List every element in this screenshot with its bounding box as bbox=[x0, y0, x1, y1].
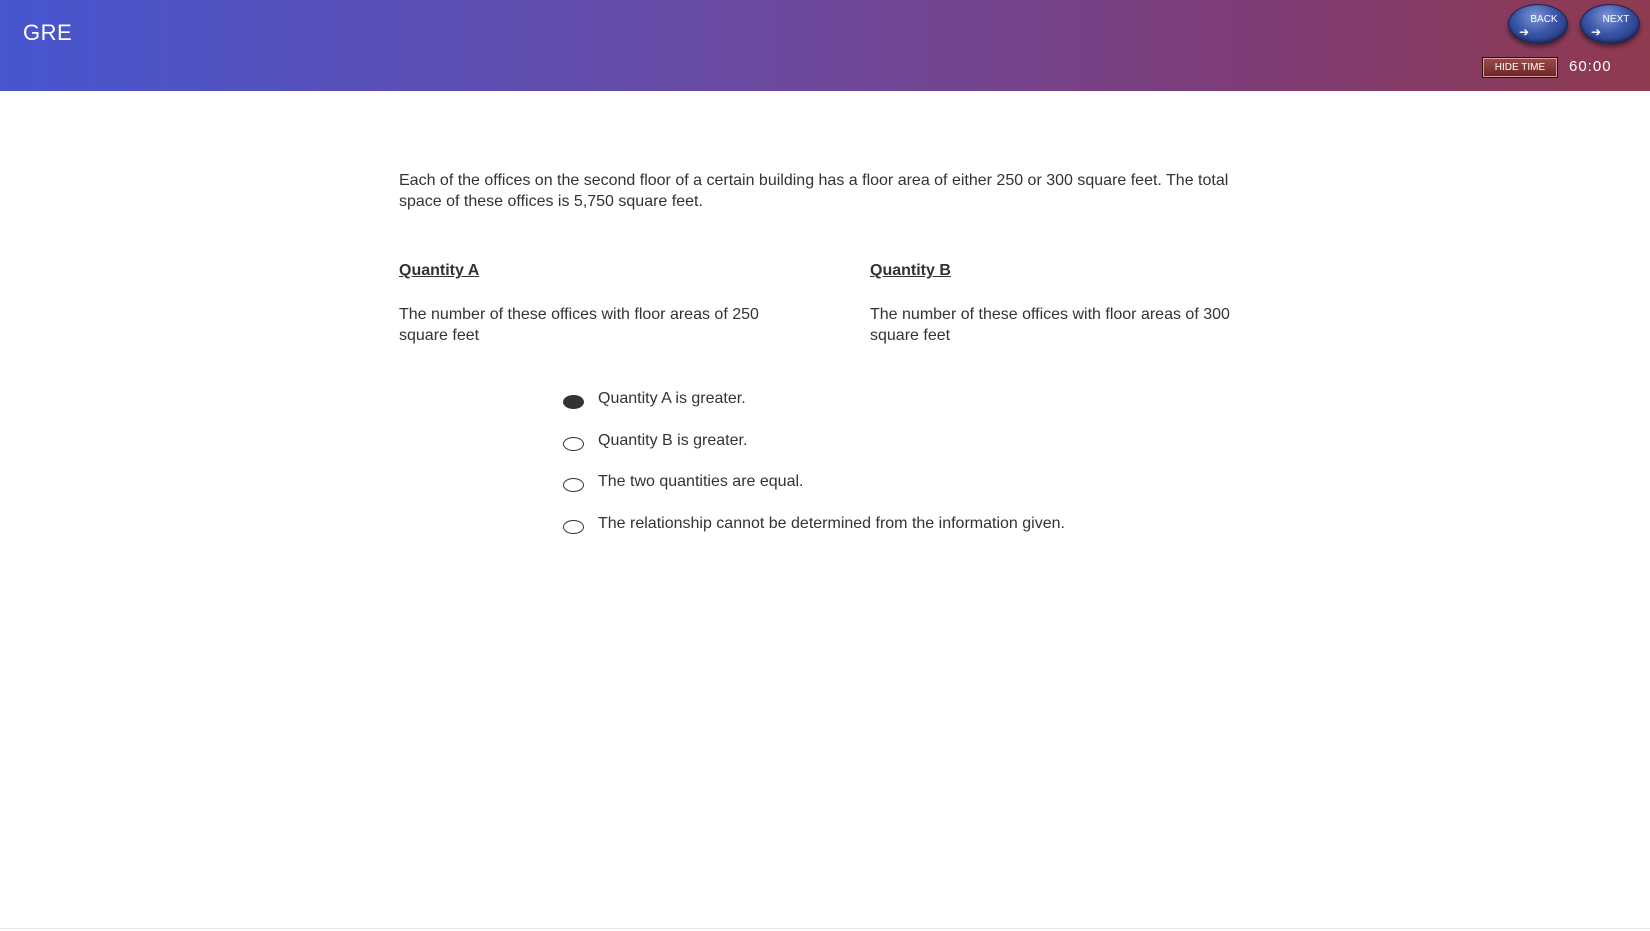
arrow-right-icon: ➔ bbox=[1591, 25, 1602, 39]
answer-option-label[interactable]: The two quantities are equal. bbox=[598, 473, 804, 490]
timer: 60:00 bbox=[1569, 58, 1612, 75]
arrow-left-icon: ➔ bbox=[1519, 25, 1530, 39]
hide-time-button[interactable]: HIDE TIME bbox=[1482, 57, 1558, 78]
back-button[interactable] bbox=[1508, 4, 1568, 44]
answer-option-label[interactable]: The relationship cannot be determined from the information given. bbox=[598, 514, 1065, 532]
next-button-label: NEXT bbox=[1602, 14, 1630, 25]
quantity-b-heading: Quantity B bbox=[870, 262, 951, 279]
next-button[interactable] bbox=[1580, 4, 1640, 44]
quantity-a-text: The number of these offices with floor areas of 250 square feet bbox=[399, 306, 759, 344]
back-button-label: BACK bbox=[1530, 14, 1558, 25]
quantity-a-heading: Quantity A bbox=[399, 262, 480, 279]
question-stem: Each of the offices on the second floor of a certain building has a floor area of either 250 or 300 square feet. The total space of these offices is 5,750 square feet. bbox=[399, 172, 1229, 210]
radio-button[interactable] bbox=[563, 437, 584, 451]
bottom-divider bbox=[0, 928, 1650, 929]
answer-option-label[interactable]: Quantity A is greater. bbox=[598, 390, 746, 407]
header-bar bbox=[0, 0, 1650, 91]
radio-button[interactable] bbox=[563, 395, 584, 409]
answer-option-label[interactable]: Quantity B is greater. bbox=[598, 431, 748, 449]
radio-button[interactable] bbox=[563, 478, 584, 492]
quantity-b-text: The number of these offices with floor areas of 300 square feet bbox=[870, 306, 1230, 344]
radio-button[interactable] bbox=[563, 520, 584, 534]
app-title: GRE bbox=[23, 20, 73, 45]
